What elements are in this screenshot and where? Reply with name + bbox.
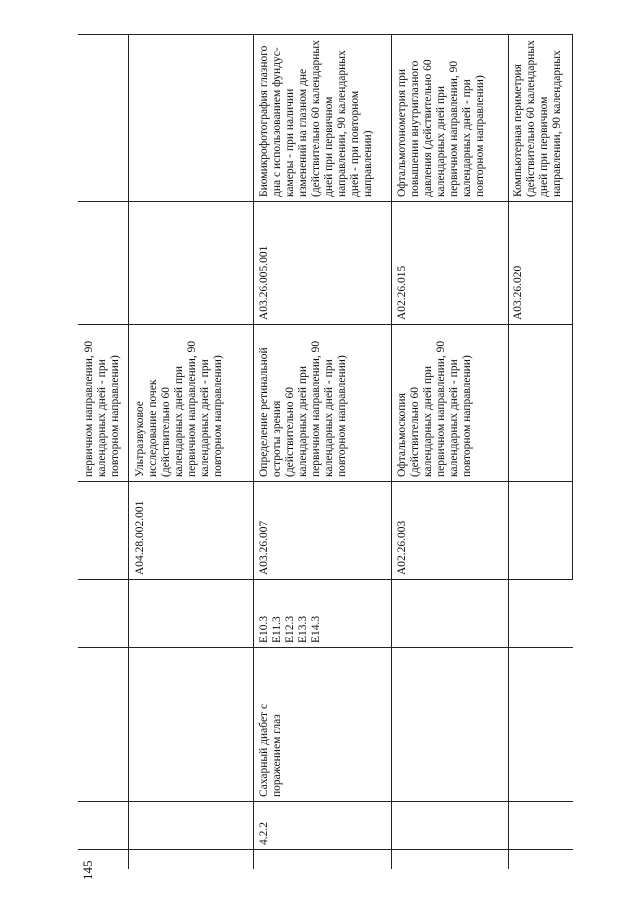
col-line xyxy=(78,324,573,325)
icd-cell: E10.3 E11.3 E12.3 E13.3 E14.3 xyxy=(258,615,322,643)
page-number-area xyxy=(40,455,95,880)
service-cell-2: Биомикрофотография глазного дна с использованием фундус- камеры - при наличии изменений на глазном дне (действительно 60 календарных дней при первичном направлении, 90 календарных дней - при повторном направлении) xyxy=(258,40,374,197)
code-cell: A03.26.007 xyxy=(258,520,270,575)
row-line xyxy=(572,34,573,579)
col-line xyxy=(78,801,573,802)
col-line xyxy=(78,579,573,580)
code-cell-2: A03.26.005.001 xyxy=(258,245,270,320)
code-cell: A02.26.003 xyxy=(396,520,408,575)
col-line xyxy=(78,849,573,850)
col-line xyxy=(78,481,573,482)
col-line xyxy=(78,647,573,648)
code-cell-2: A02.26.015 xyxy=(396,265,408,320)
service-cell: Ультразвуковое исследование почек (действительно 60 календарных дней при первичном направлении, 90 календарных дней - при повторном направлении) xyxy=(134,340,224,477)
row-number: 4.2.2 xyxy=(258,822,270,845)
service-cell-2: Компьютерная периметрия (действительно 60 календарных дней при первичном направлении, 90 календарных xyxy=(512,40,563,197)
row-line xyxy=(391,34,392,869)
row-line xyxy=(253,34,254,869)
disease-cell: Сахарный диабет с поражением глаз xyxy=(258,703,283,797)
row-line xyxy=(128,34,129,869)
code-cell: A04.28.002.001 xyxy=(134,500,146,575)
service-cell: первичном направлении, 90 календарных дней - при повторном направлении) xyxy=(83,340,121,477)
service-cell: Определение ретинальной остроты зрения (действительно 60 календарных дней при первичном направлении, 90 календарных дней - при повторном направлении) xyxy=(258,340,348,477)
row-line xyxy=(508,34,509,869)
rotated-table xyxy=(78,34,573,869)
service-cell-2: Офтальмотонометрия при повышении внутриглазного давления (действительно 60 календарных дней при первичном направлении, 90 календарных дней - при повторном направлении) xyxy=(396,59,486,197)
page-number: 145 xyxy=(80,860,95,880)
col-line xyxy=(78,201,573,202)
service-cell: Офтальмоскопия (действительно 60 календарных дней при первичном направлении, 90 календарных дней - при повторном направлении) xyxy=(396,340,473,477)
code-cell-2: A03.26.020 xyxy=(512,265,524,320)
